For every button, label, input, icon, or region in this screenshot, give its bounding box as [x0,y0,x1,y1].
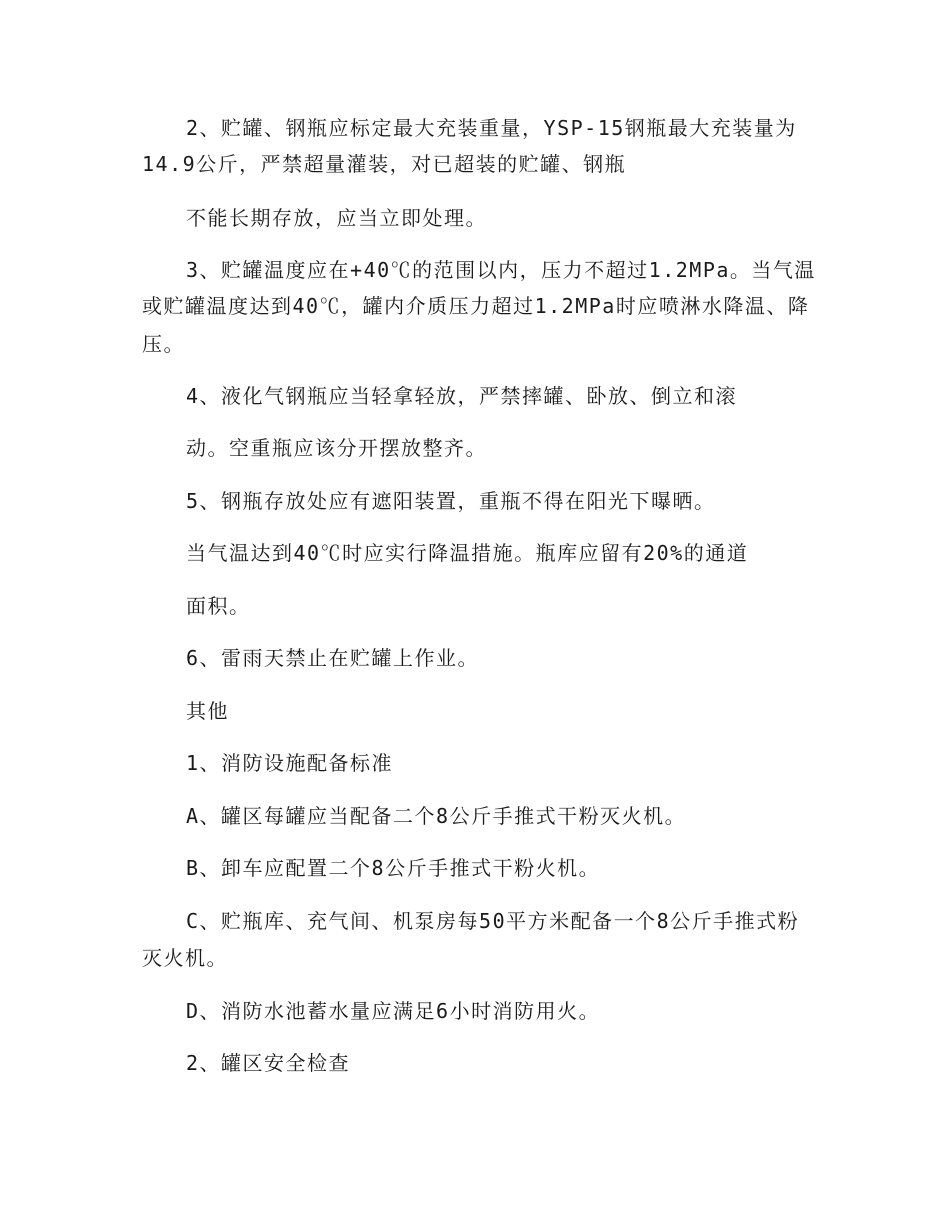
text-line: C、贮瓶库、充气间、机泵房每50平方米配备一个8公斤手推式粉 [186,909,800,933]
text-line: 动。空重瓶应该分开摆放整齐。 [186,436,487,460]
text-line: 1、消防设施配备标准 [186,751,394,775]
text-line: 不能长期存放，应当立即处理。 [186,206,487,230]
text-line: 2、罐区安全检查 [186,1051,351,1075]
text-line: 14.9公斤，严禁超量灌装，对已超装的贮罐、钢瓶 [142,152,627,176]
text-line: 4、液化气钢瓶应当轻拿轻放，严禁摔罐、卧放、倒立和滚 [186,384,738,408]
text-line: A、罐区每罐应当配备二个8公斤手推式干粉灭火机。 [186,804,687,828]
text-line: D、消防水池蓄水量应满足6小时消防用火。 [186,999,601,1023]
section-heading: 其他 [186,699,229,723]
text-line: 3、贮罐温度应在+40℃的范围以内，压力不超过1.2MPa。当气温 [186,258,816,282]
text-line: 或贮罐温度达到40℃，罐内介质压力超过1.2MPa时应喷淋水降温、降 [142,294,810,318]
text-line: 灭火机。 [142,946,228,970]
text-line: 当气温达到40℃时应实行降温措施。瓶库应留有20%的通道 [186,541,749,565]
text-line: 压。 [142,332,185,356]
text-line: 6、雷雨天禁止在贮罐上作业。 [186,646,480,670]
text-line: B、卸车应配置二个8公斤手推式干粉火机。 [186,856,601,880]
text-line: 面积。 [186,594,251,618]
text-line: 5、钢瓶存放处应有遮阳装置，重瓶不得在阳光下曝晒。 [186,489,716,513]
text-line: 2、贮罐、钢瓶应标定最大充装重量，YSP-15钢瓶最大充装量为 [186,116,797,140]
